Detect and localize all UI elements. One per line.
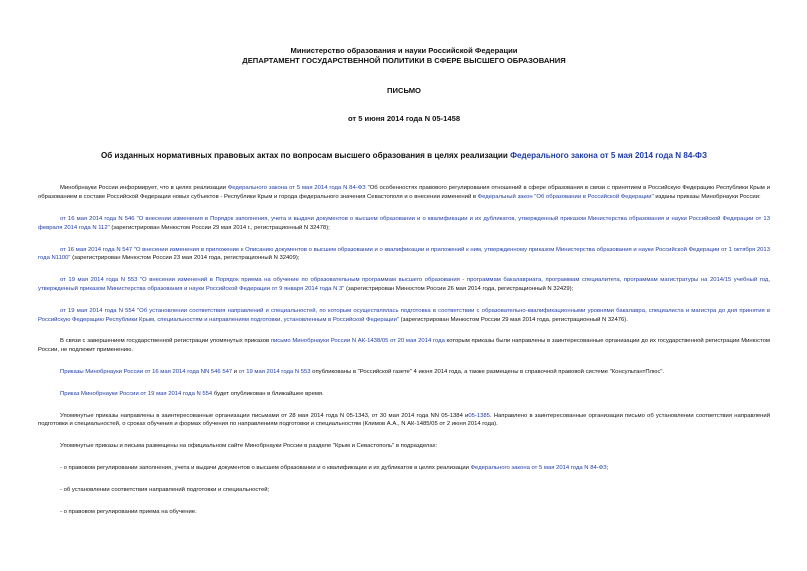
text: (зарегистрирован Минюстом России 29 мая 2014 года, регистрационный N 32476). xyxy=(398,316,628,323)
order-554-link-2[interactable]: Приказ Минобрнауки России от 19 мая 2014 года N 554 xyxy=(60,390,213,397)
text: (зарегистрирован Минюстом России 26 мая 2014 года, регистрационный N 32429); xyxy=(344,285,574,292)
order-554-link[interactable]: от 19 мая 2014 года N 554 "Об установлении соответствия направлений и специальностей, по которым осуществлялась подготовка в соответствии с образовательно-квалификационными уровнями бакалавра, специалиста и магистра до дня принятия в Российскую Федерацию Республики Крым, специальностям и направлениям подготовки, установленным в Российской Федерации" xyxy=(38,307,770,323)
order-547-item xyxy=(38,246,770,264)
text: ; xyxy=(606,464,609,471)
subsection-item-3 xyxy=(38,508,770,517)
text: которым приказы были направлены в заинтересованные организации до их государственной регистрации Минюстом России, не подлежит применению. xyxy=(38,338,770,354)
document-body xyxy=(38,184,770,516)
document xyxy=(38,46,770,529)
letter-05-1385-link[interactable]: 05-1385 xyxy=(468,412,490,419)
text: (зарегистрирован Минюстом России 23 мая 2014 года, регистрационный N 32409); xyxy=(70,255,300,262)
law-84fz-link[interactable]: Федерального закона от 5 мая 2014 года N 84-ФЗ xyxy=(227,185,366,192)
text: Минобрнауки России информирует, что в целях реализации xyxy=(60,185,228,192)
text: - о правовом регулировании заполнения, учета и выдачи документов о высшем образовании и о квалификации и их дубликатов в целях реализации xyxy=(60,464,471,471)
subsection-item-1 xyxy=(38,464,770,473)
text: . Направлено в заинтересованные организации письмо об установлении соответствия направлений подготовки и специальностей, о сроках обучения и формах обучения по направлениям подготовки и специальностям (Климов А.А., N АК-1485/05 от 2 июня 2014 года). xyxy=(38,412,771,428)
text: будет опубликован в ближайшее время. xyxy=(212,390,324,397)
department-name: ДЕПАРТАМЕНТ ГОСУДАРСТВЕННОЙ ПОЛИТИКИ В СФЕРЕ ВЫСШЕГО ОБРАЗОВАНИЯ xyxy=(242,55,566,65)
title-text: Об изданных нормативных правовых актах по вопросам высшего образования в целях реализации xyxy=(100,151,511,161)
text: - об установлении соответствия направлений подготовки и специальностей; xyxy=(60,486,270,493)
text: В связи с завершением государственной регистрации упомянутых приказов xyxy=(60,338,271,345)
order-546-link[interactable]: от 16 мая 2014 года N 546 "О внесении изменения в Порядок заполнения, учета и выдачи документов о высшем образовании и о квалификации и их дубликатов, утвержденный приказом Министерства образования и науки Российской Федерации от 13 февраля 2014 года N 112" xyxy=(38,215,770,231)
education-law-link[interactable]: Федеральный закон "Об образовании в Российской Федерации" xyxy=(477,194,654,201)
text: "Об особенностях правового регулирования отношений в сфере образования в связи с принятием в Российскую Федерацию Республики Крым и образованием в составе Российской Федерации новых субъектов - Республики Крым и города федерального значения Севастополя и о внесении изменений в xyxy=(38,185,770,201)
paragraph-intro xyxy=(38,184,770,202)
order-553-item xyxy=(38,276,770,294)
document-date: от 5 июня 2014 года N 05-1458 xyxy=(347,113,461,123)
letter-ak-1438-link[interactable]: письмо Минобрнауки России N АК-1438/05 от 20 мая 2014 года xyxy=(270,338,445,345)
text: и xyxy=(232,368,239,375)
text: опубликованы в "Российской газете" 4 июня 2014 года, а также размещены в справочной правовой системе "КонсультантПлюс". xyxy=(310,368,665,375)
ministry-name: Министерство образования и науки Российской Федерации xyxy=(290,46,518,55)
text: - о правовом регулировании приема на обучение. xyxy=(60,508,197,515)
paragraph-order-554-pending xyxy=(38,390,770,399)
orders-546-547-link[interactable]: Приказы Минобрнауки России от 16 мая 2014 года NN 546 547 xyxy=(60,368,233,375)
paragraph-website xyxy=(38,442,770,451)
text: изданы приказы Минобрнауки России: xyxy=(653,194,761,201)
text: Упомянутые приказы направлены в заинтересованные организации письмами от 28 мая 2014 года N 05-1343, от 30 мая 2014 года NN 05-1384 и xyxy=(60,412,469,419)
title-law-link[interactable]: Федерального закона от 5 мая 2014 года N 84-ФЗ xyxy=(510,151,708,161)
order-546-item xyxy=(38,215,770,233)
document-title xyxy=(38,151,770,161)
text: (зарегистрирован Минюстом России 29 мая 2014 г., регистрационный N 32478); xyxy=(109,224,330,231)
paragraph-published xyxy=(38,368,770,377)
subsection-item-2 xyxy=(38,486,770,495)
order-553-link-2[interactable]: от 19 мая 2014 года N 553 xyxy=(238,368,311,375)
paragraph-sent xyxy=(38,412,770,430)
text: Упомянутые приказы и письма размещены на официальном сайте Минобрнауки России в разделе "Крым и Севастополь" в подразделах: xyxy=(60,443,438,450)
order-547-link[interactable]: от 16 мая 2014 года N 547 "О внесении изменения в приложение к Описанию документов о высшем образовании и о квалификации и приложений к ним, утвержденному приказом Министерства образования и науки Российской Федерации от 1 октября 2013 года N1100" xyxy=(38,246,770,262)
law-84fz-link-2[interactable]: Федерального закона от 5 мая 2014 года N 84-ФЗ xyxy=(470,464,607,471)
document-type: ПИСЬМО xyxy=(387,86,421,96)
order-554-item xyxy=(38,307,770,325)
order-553-link[interactable]: от 19 мая 2014 года N 553 "О внесении изменений в Порядок приема на обучение по образовательным программам высшего образования - программам бакалавриата, программам специалитета, программам магистратуры на 2014/15 учебный год, утвержденный приказом Министерства образования и науки Российской Федерации от 9 января 2014 года N 3" xyxy=(38,277,770,292)
paragraph-registration xyxy=(38,337,770,355)
